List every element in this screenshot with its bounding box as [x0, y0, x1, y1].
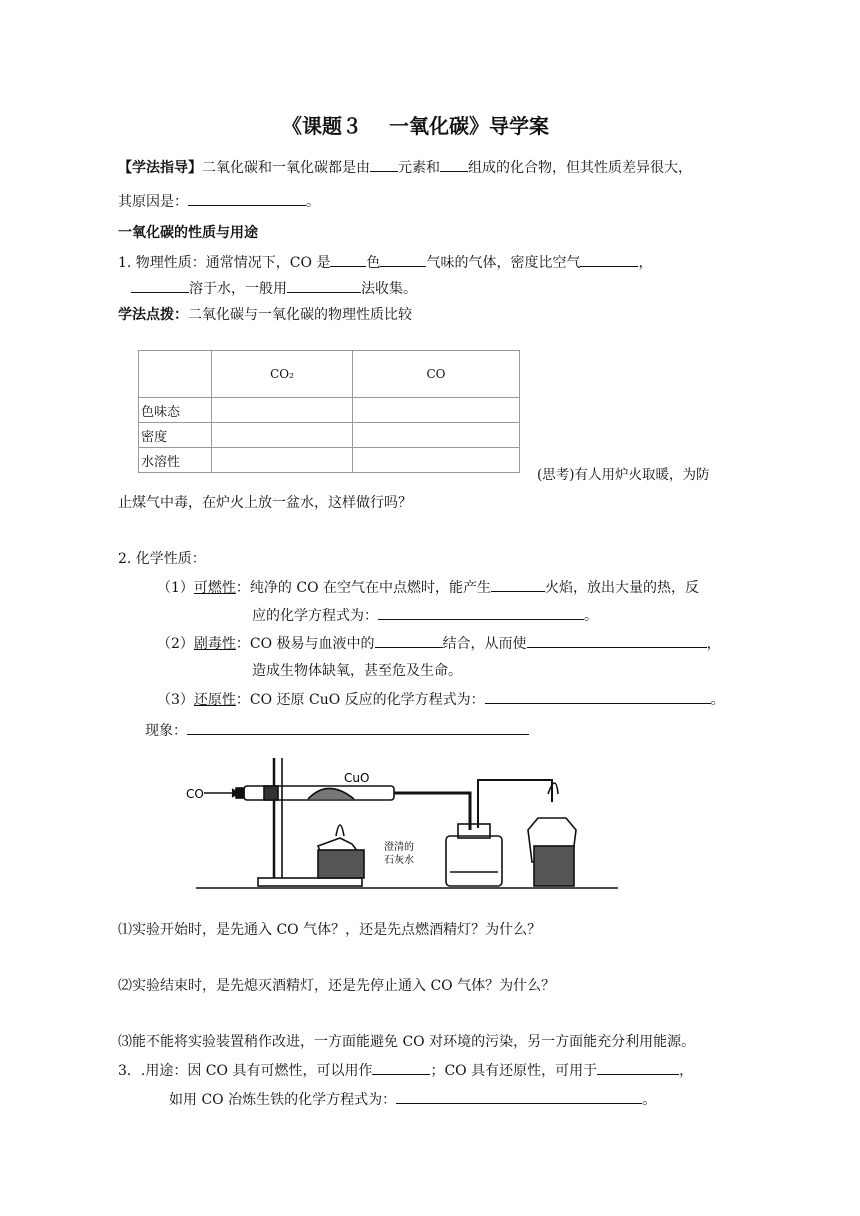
intro-text-d: 其原因是：: [118, 194, 188, 210]
blank-fuel[interactable]: [372, 1060, 430, 1075]
phenomenon-label: 现象：: [145, 723, 187, 739]
intro-text-c: 组成的化合物，但其性质差异很大，: [468, 160, 692, 176]
table-row: [139, 398, 520, 423]
blank-equation-1[interactable]: [378, 605, 584, 620]
row-label: 色味态: [139, 398, 212, 423]
physical-e: 溶于水，一般用: [189, 281, 287, 297]
table-cell[interactable]: [353, 423, 520, 448]
p1-name: 可燃性: [193, 580, 236, 596]
tip-label: 学法点拨：: [118, 307, 188, 323]
table-cell[interactable]: [212, 423, 353, 448]
experiment-figure: [178, 752, 622, 894]
p2-num: （2）: [157, 636, 194, 652]
chem-p3-line: [157, 689, 725, 710]
blank-density[interactable]: [580, 252, 638, 267]
blank-equation-2[interactable]: [485, 689, 711, 704]
uses-b: ；CO 具有还原性，可用于: [430, 1063, 598, 1079]
intro-text-a: 二氧化碳和一氧化碳都是由: [202, 160, 370, 176]
intro-line-1: [118, 157, 692, 178]
uses-c: ，: [679, 1063, 694, 1079]
p2-end: ，: [706, 636, 721, 652]
p2-b: 结合，从而使: [442, 636, 527, 652]
blank-solubility[interactable]: [131, 278, 189, 293]
p1-b: 火焰，放出大量的热，反: [545, 580, 700, 596]
intro-label: 【学法指导】: [118, 160, 202, 176]
p2-a: ：CO 极易与血液中的: [235, 636, 375, 652]
physical-d: ，: [638, 255, 653, 271]
page-title: 《课题３ 一氧化碳》导学案: [282, 114, 549, 138]
blank-flame[interactable]: [491, 577, 545, 592]
table-header-cell: [139, 351, 212, 398]
think-line-2: 止煤气中毒，在炉火上放一盆水，这样做行吗？: [118, 495, 412, 511]
tip-text: 二氧化碳与一氧化碳的物理性质比较: [188, 307, 412, 323]
figure-label-lime-2: 石灰水: [384, 855, 414, 866]
p2-name: 剧毒性: [193, 636, 236, 652]
blank-odor[interactable]: [380, 252, 426, 267]
physical-b: 色: [366, 255, 381, 271]
p1-c: 应的化学方程式为：: [252, 608, 378, 624]
physical-line-2: [131, 278, 417, 299]
p3-name: 还原性: [193, 692, 236, 708]
tip-line: [118, 305, 412, 325]
blank-effect[interactable]: [527, 633, 707, 648]
table-cell[interactable]: [353, 398, 520, 423]
comparison-table: [138, 350, 520, 473]
blank-collect[interactable]: [287, 278, 361, 293]
p3-a: ：CO 还原 CuO 反应的化学方程式为：: [235, 692, 485, 708]
chem-p2-line-1: [157, 633, 721, 654]
p3-end: 。: [710, 692, 725, 708]
blank-blood[interactable]: [375, 633, 443, 648]
physical-line-1: [118, 252, 652, 273]
uses-end: 。: [642, 1092, 657, 1108]
blank-reason[interactable]: [188, 191, 306, 206]
chem-heading: 2. 化学性质：: [118, 551, 206, 567]
p1-a: ：纯净的 CO 在空气在中点燃时，能产生: [235, 580, 492, 596]
blank-equation-3[interactable]: [396, 1089, 642, 1104]
chem-p2-line-2: 造成生物体缺氧，甚至危及生命。: [252, 663, 462, 679]
question-2: ⑵实验结束时，是先熄灭酒精灯，还是先停止通入 CO 气体？为什么？: [118, 978, 556, 994]
figure-label-lime-1: 澄清的: [384, 842, 414, 853]
blank-color[interactable]: [330, 252, 366, 267]
figure-label-co: CO: [186, 787, 204, 801]
p1-end: 。: [584, 608, 598, 624]
row-label: 水溶性: [139, 448, 212, 473]
table-cell[interactable]: [212, 448, 353, 473]
physical-f: 法收集。: [361, 281, 417, 297]
blank-element-2[interactable]: [440, 157, 468, 172]
blank-element-1[interactable]: [370, 157, 398, 172]
uses-a: 3．.用途：因 CO 具有可燃性，可以用作: [118, 1063, 373, 1079]
chem-p1-line-1: [157, 577, 699, 598]
intro-line-2: [118, 191, 320, 212]
p1-num: （1）: [157, 580, 194, 596]
intro-end: 。: [306, 194, 320, 210]
figure-label-cuo: CuO: [344, 771, 370, 785]
row-label: 密度: [139, 423, 212, 448]
blank-phenomenon[interactable]: [187, 720, 529, 735]
table-header-cell: CO: [353, 351, 520, 398]
table-header-cell: CO₂: [212, 351, 353, 398]
table-cell[interactable]: [353, 448, 520, 473]
table-row: [139, 423, 520, 448]
table-header-row: [139, 351, 520, 398]
intro-text-b: 元素和: [398, 160, 440, 176]
uses-line-1: [118, 1060, 693, 1081]
chem-p1-line-2: [252, 605, 598, 626]
uses-d: 如用 CO 冶炼生铁的化学方程式为：: [169, 1092, 397, 1108]
think-line-1: (思考)有人用炉火取暖，为防: [537, 467, 710, 483]
table-row: [139, 448, 520, 473]
section-heading: 一氧化碳的性质与用途: [118, 225, 258, 241]
blank-use[interactable]: [597, 1060, 679, 1075]
p3-num: （3）: [157, 692, 194, 708]
uses-line-2: [169, 1089, 656, 1110]
physical-c: 气味的气体，密度比空气: [426, 255, 581, 271]
table-cell[interactable]: [212, 398, 353, 423]
question-3: ⑶能不能将实验装置稍作改进，一方面能避免 CO 对环境的污染，另一方面能充分利用能源。: [118, 1034, 696, 1050]
physical-a: 1. 物理性质：通常情况下，CO 是: [118, 255, 331, 271]
question-1: ⑴实验开始时，是先通入 CO 气体？，还是先点燃酒精灯？为什么？: [118, 922, 542, 938]
phenomenon-line: [145, 720, 529, 741]
